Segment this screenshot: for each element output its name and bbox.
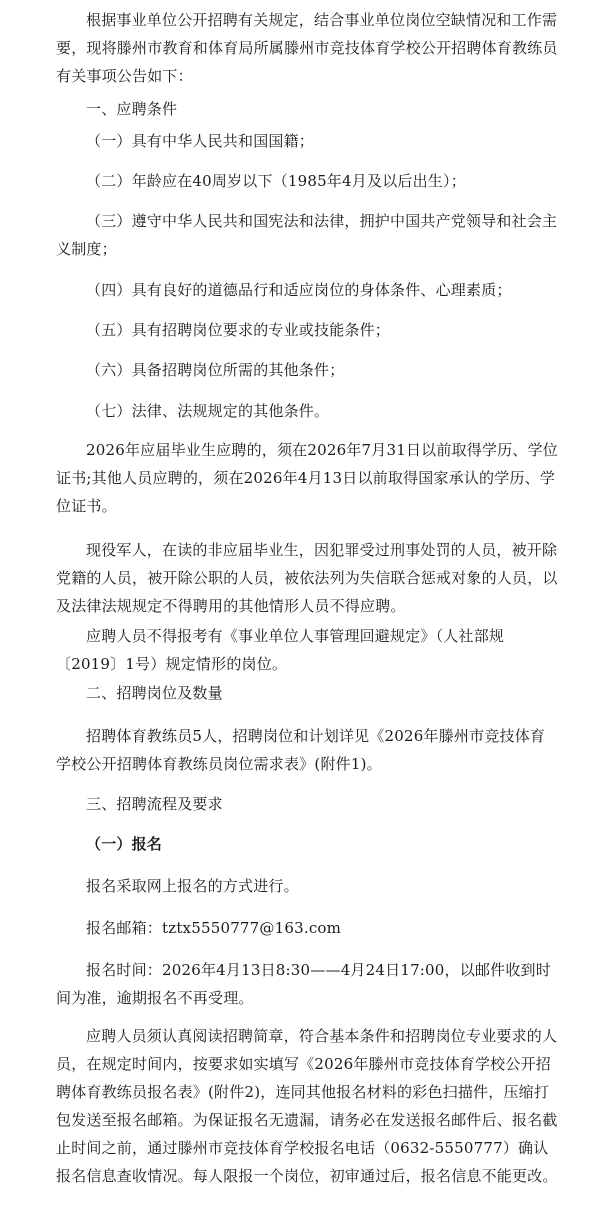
graduates-paragraph: 2026年应届毕业生应聘的，须在2026年7月31日以前取得学历、学位证书;其他人员应聘的，须在2026年4月13日以前取得国家承认的学历、学位证书。: [56, 441, 558, 515]
condition-item: （七）法律、法规规定的其他条件。: [86, 402, 330, 420]
condition-item: （一）具有中华人民共和国国籍；: [86, 132, 315, 150]
positions-paragraph: 招聘体育教练员5人，招聘岗位和计划详见《2026年滕州市竞技体育学校公开招聘体育教练员岗位需求表》(附件1)。: [56, 727, 546, 773]
subsection-heading-registration: （一）报名: [86, 835, 163, 853]
condition-item: （四）具有良好的道德品行和适应岗位的身体条件、心理素质；: [86, 281, 512, 299]
registration-time: 报名时间：2026年4月13日8:30——4月24日17:00，以邮件收到时间为准，逾期报名不再受理。: [56, 961, 551, 1007]
exclusions-paragraph: 现役军人，在读的非应届毕业生，因犯罪受过刑事处罚的人员，被开除党籍的人员，被开除公职的人员，被依法列为失信联合惩戒对象的人员，以及法律法规规定不得聘用的其他情形人员不得应聘。: [56, 541, 558, 615]
condition-item: （三）遵守中华人民共和国宪法和法律，拥护中国共产党领导和社会主义制度；: [56, 212, 558, 258]
intro-paragraph: 根据事业单位公开招聘有关规定，结合事业单位岗位空缺情况和工作需要，现将滕州市教育和体育局所属滕州市竞技体育学校公开招聘体育教练员有关事项公告如下：: [56, 11, 558, 85]
condition-item: （六）具备招聘岗位所需的其他条件；: [86, 361, 345, 379]
avoidance-paragraph: 应聘人员不得报考有《事业单位人事管理回避规定》（人社部规〔2019〕1号）规定情形的岗位。: [56, 627, 505, 673]
condition-item: （二）年龄应在40周岁以下（1985年4月及以后出生）；: [86, 172, 466, 190]
section-heading-conditions: 一、应聘条件: [86, 100, 178, 118]
registration-email: 报名邮箱：tztx5550777@163.com: [86, 919, 342, 937]
condition-item: （五）具有招聘岗位要求的专业或技能条件；: [86, 321, 391, 339]
registration-method: 报名采取网上报名的方式进行。: [86, 877, 299, 895]
section-heading-positions: 二、招聘岗位及数量: [86, 684, 223, 702]
registration-instructions: 应聘人员须认真阅读招聘简章，符合基本条件和招聘岗位专业要求的人员，在规定时间内，按要求如实填写《2026年滕州市竞技体育学校公开招聘体育教练员报名表》(附件2)，连同其他报名材料的彩色扫描件，压缩打包发送至报名邮箱。为保证报名无遗漏，请务必在发送报名邮件后、报名截止时间之前，通过滕州市竞技体育学校报名电话（0632-5550777）确认报名信息查收情况。每人限报一个岗位，初审通过后，报名信息不能更改。: [56, 1027, 558, 1185]
section-heading-process: 三、招聘流程及要求: [86, 795, 223, 813]
